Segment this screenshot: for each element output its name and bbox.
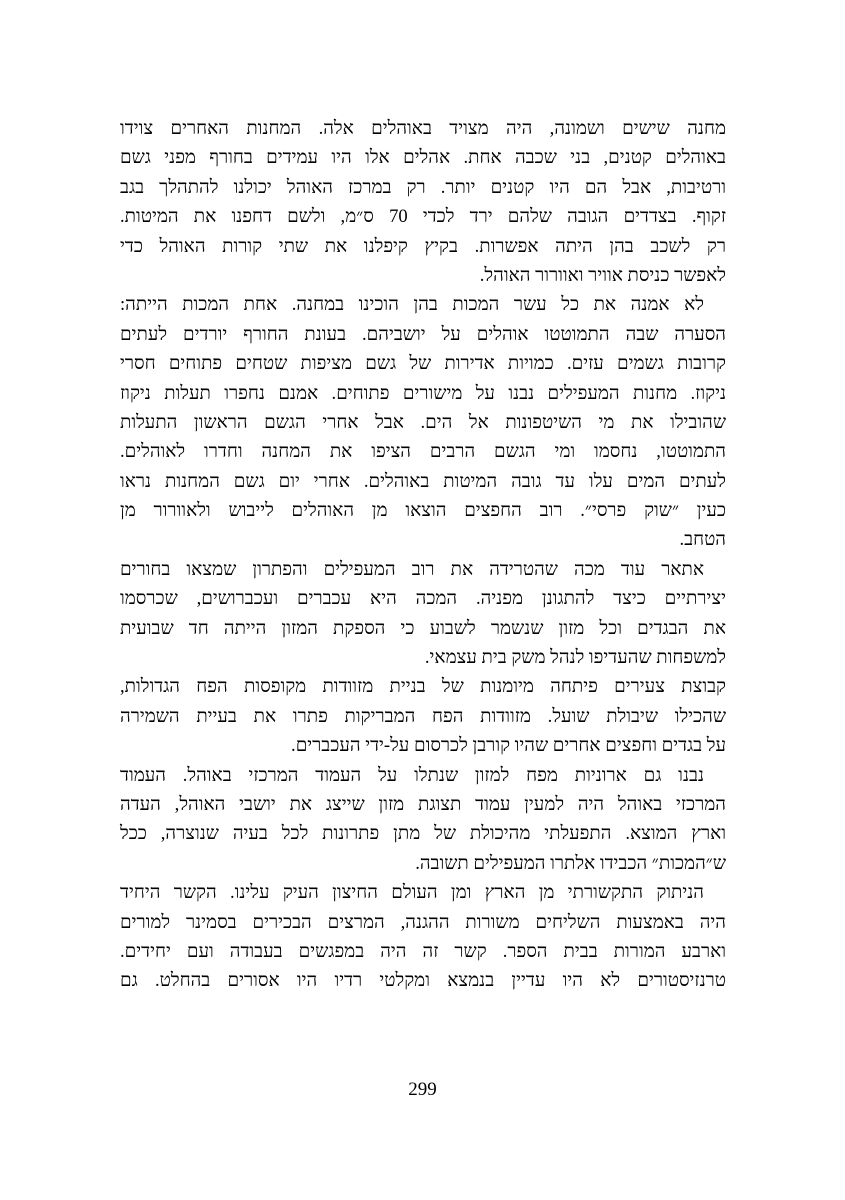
text-line: ניקוז. מחנות המעפילים נבנו על מישורים פתוחים. אמנם נחפרו תעלות ניקוז	[120, 382, 726, 404]
text-line: וארבע המורות בבית הספר. קשר זה היה במפגשים בעבודה ועם יחידים.	[120, 940, 726, 962]
body-text	[120, 114, 726, 996]
text-line: המרכזי באוהל היה למעין עמוד תצוגת מזון שייצג את יושבי האוהל, העדה	[120, 793, 726, 815]
text-line: מחנה שישים ושמונה, היה מצויד באוהלים אלה. המחנות האחרים צוידו	[120, 118, 726, 139]
text-line: באוהלים קטנים, בני שכבה אחת. אהלים אלו היו עמידים בחורף מפני גשם	[120, 147, 726, 169]
text-line: היה באמצעות השליחים משורות ההגנה, המרצים הבכירים בסמינר למורים	[120, 911, 726, 933]
text-line: ורטיבות, אבל הם היו קטנים יותר. רק במרכז האוהל יכולנו להתהלך בגב	[120, 176, 726, 198]
text-line: כעין ״שוק פרסי״. רוב החפצים הוצאו מן האוהלים לייבוש ולאוורור מן	[120, 500, 726, 522]
text-line: אתאר עוד מכה שהטרידה את רוב המעפילים והפתרון שמצאו בחורים	[120, 558, 704, 580]
text-line: הניתוק התקשורתי מן הארץ ומן העולם החיצון העיק עלינו. הקשר היחיד	[120, 882, 704, 904]
page-number: 299	[408, 1079, 437, 1100]
paragraph	[120, 672, 726, 760]
text-line: לאפשר כניסת אוויר ואוורור האוהל.	[479, 264, 726, 286]
text-line: שהכילו שיבולת שועל. מזוודות הפח המבריקות פתרו את בעיית השמירה	[120, 705, 726, 727]
paragraph	[120, 114, 726, 290]
text-line: הסערה שבה התמוטטו אוהלים על יושביהם. בעונת החורף יורדים לעתים	[120, 323, 726, 345]
text-line: ש״המכות״ הכבידו אלתרו המעפילים תשובה.	[415, 852, 726, 874]
text-line: קרובות גשמים עזים. כמויות אדירות של גשם מציפות שטחים פתוחים חסרי	[120, 353, 726, 375]
text-line: התמוטטו, נחסמו ומי הגשם הרבים הציפו את המחנה וחדרו לאוהלים.	[120, 441, 726, 463]
text-line: למשפחות שהעדיפו לנהל משק בית עצמאי.	[424, 647, 726, 669]
text-line: שהובילו את מי השיטפונות אל הים. אבל אחרי הגשם הראשון התעלות	[120, 411, 726, 433]
paragraph	[120, 290, 726, 555]
text-line: קבוצת צעירים פיתחה מיומנות של בניית מזוודות מקופסות הפח הגדולות,	[120, 676, 726, 698]
text-line: וארץ המוצא. התפעלתי מהיכולת של מתן פתרונות לכל בעיה שנוצרה, ככל	[120, 823, 726, 845]
paragraph	[120, 761, 726, 879]
text-line: הטחב.	[679, 529, 726, 551]
text-line: לא אמנה את כל עשר המכות בהן הוכינו במחנה. אחת המכות הייתה:	[120, 294, 704, 316]
paragraph	[120, 555, 726, 673]
text-line: רק לשכב בהן היתה אפשרות. בקיץ קיפלנו את שתי קורות האוהל כדי	[120, 235, 726, 257]
text-line: יצירתיים כיצד להתגונן מפניה. המכה היא עכברים ועכברושים, שכרסמו	[120, 588, 726, 610]
paragraph	[120, 878, 726, 996]
text-line: טרנזיסטורים לא היו עדיין בנמצא ומקלטי רדיו היו אסורים בהחלט. גם	[120, 970, 726, 992]
text-line: נבנו גם ארוניות מפח למזון שנתלו על העמוד המרכזי באוהל. העמוד	[120, 764, 704, 786]
text-line: זקוף. בצדדים הגובה שלהם ירד לכדי 70 ס״מ, ולשם דחפנו את המיטות.	[120, 206, 727, 228]
text-line: את הבגדים וכל מזון שנשמר לשבוע כי הספקת המזון הייתה חד שבועית	[120, 617, 726, 639]
text-line: לעתים המים עלו עד גובה המיטות באוהלים. אחרי יום גשם המחנות נראו	[120, 470, 726, 492]
text-line: על בגדים וחפצים אחרים שהיו קורבן לכרסום על-ידי העכברים.	[291, 735, 726, 757]
